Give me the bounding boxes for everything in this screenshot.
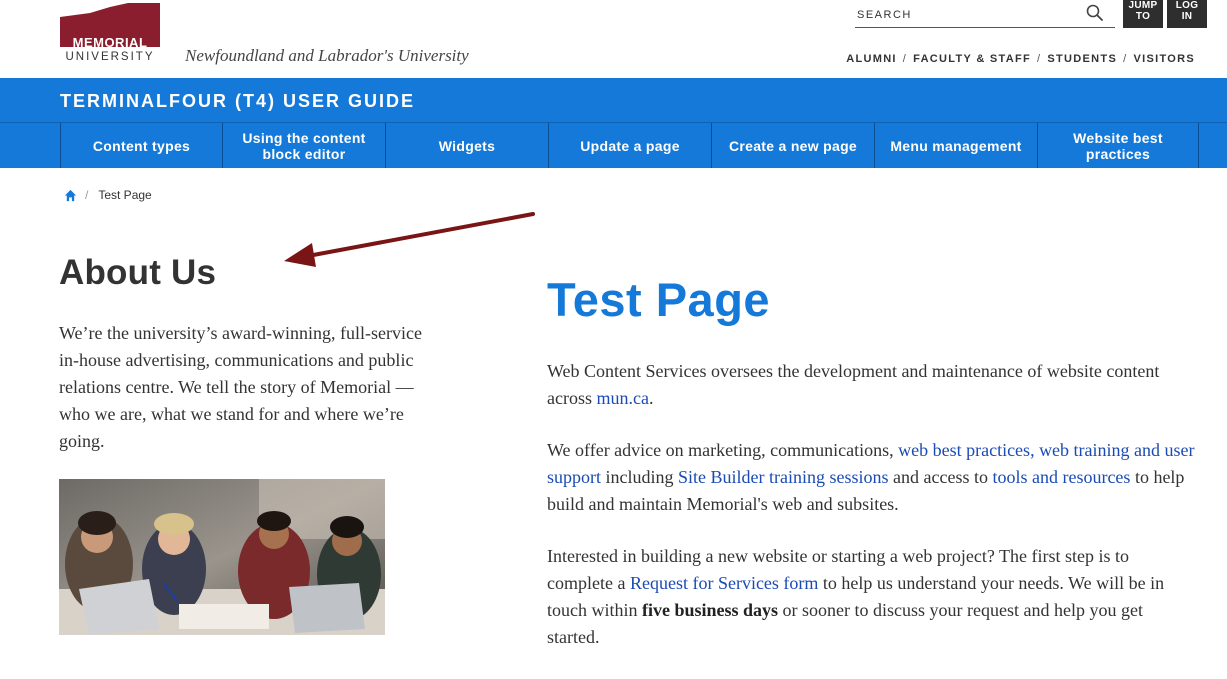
link-web-best-practices[interactable]: web best practices <box>898 440 1031 460</box>
jump-label-2: TO <box>1135 11 1151 22</box>
nav-item-menu-management[interactable]: Menu management <box>874 123 1037 168</box>
log-in-button[interactable] <box>1167 0 1207 28</box>
search-icon[interactable] <box>1085 3 1105 23</box>
audience-link-faculty-staff[interactable]: FACULTY & STAFF <box>913 53 1032 65</box>
nav-item-best-practices[interactable]: Website best practices <box>1037 123 1198 168</box>
logo-text-memorial: MEMORIAL <box>72 35 148 50</box>
audience-link-alumni[interactable]: ALUMNI <box>846 53 897 65</box>
content-paragraph-3: Interested in building a new website or starting a web project? The first step is to complete a Request for Services form to help us understand your needs. We will be in touch within five business days or sooner to discuss your request and help you get started. <box>547 546 1165 647</box>
content-paragraph-1: Web Content Services oversees the development and maintenance of website content across mun.ca. <box>547 361 1160 408</box>
memorial-logo[interactable] <box>60 3 160 63</box>
link-tools-resources[interactable]: tools and resources <box>992 467 1131 487</box>
site-title-band <box>0 78 1227 122</box>
audience-nav: ALUMNI / FACULTY & STAFF / STUDENTS / VISITORS <box>846 53 1195 65</box>
about-us-heading: About Us <box>59 253 217 292</box>
audience-link-students[interactable]: STUDENTS <box>1047 53 1118 65</box>
link-comma[interactable]: , <box>1030 440 1040 460</box>
nav-item-content-block-editor[interactable]: Using the content block editor <box>222 123 385 168</box>
search-bar <box>855 2 1115 28</box>
site-header <box>0 0 1227 78</box>
nav-item-content-types[interactable]: Content types <box>60 123 222 168</box>
link-web-training[interactable]: web training and user support <box>547 440 1195 487</box>
logo-text-university: UNIVERSITY <box>65 51 155 63</box>
link-site-builder-training[interactable]: Site Builder training sessions <box>678 467 889 487</box>
content-paragraph-2: We offer advice on marketing, communications, web best practices, web training and user support including Site Builder training sessions and access to tools and resources to help build and maintain Memorial's web and subsites. <box>547 440 1195 514</box>
main-content <box>547 358 1197 676</box>
link-mun-ca[interactable]: mun.ca <box>596 388 649 408</box>
link-request-services-form[interactable]: Request for Services form <box>629 573 819 593</box>
jump-to-button[interactable] <box>1123 0 1163 28</box>
site-title[interactable]: TERMINALFOUR (T4) USER GUIDE <box>60 91 415 111</box>
bold-five-business-days: five business days <box>642 600 779 620</box>
page-title: Test Page <box>547 273 771 326</box>
about-us-text: We’re the university’s award-winning, full-service in-house advertising, communications and public relations centre. We tell the story of Memorial — who we are, what we stand for and where we’re going. <box>59 323 422 451</box>
home-icon[interactable] <box>64 189 77 202</box>
jump-label-1: JUMP <box>1128 0 1158 11</box>
nav-item-update-page[interactable]: Update a page <box>548 123 711 168</box>
login-label-1: LOG <box>1175 0 1199 11</box>
audience-link-visitors[interactable]: VISITORS <box>1133 53 1195 65</box>
nav-item-widgets[interactable]: Widgets <box>385 123 548 168</box>
main-nav <box>0 122 1227 168</box>
breadcrumb-current: Test Page <box>98 188 152 202</box>
annotation-arrow <box>280 205 540 275</box>
university-tagline: Newfoundland and Labrador's University <box>185 46 469 65</box>
students-photo <box>59 479 385 635</box>
breadcrumb: / Test Page <box>64 188 152 202</box>
nav-item-create-page[interactable]: Create a new page <box>711 123 874 168</box>
login-label-2: IN <box>1181 11 1193 22</box>
search-input[interactable] <box>857 6 1077 24</box>
